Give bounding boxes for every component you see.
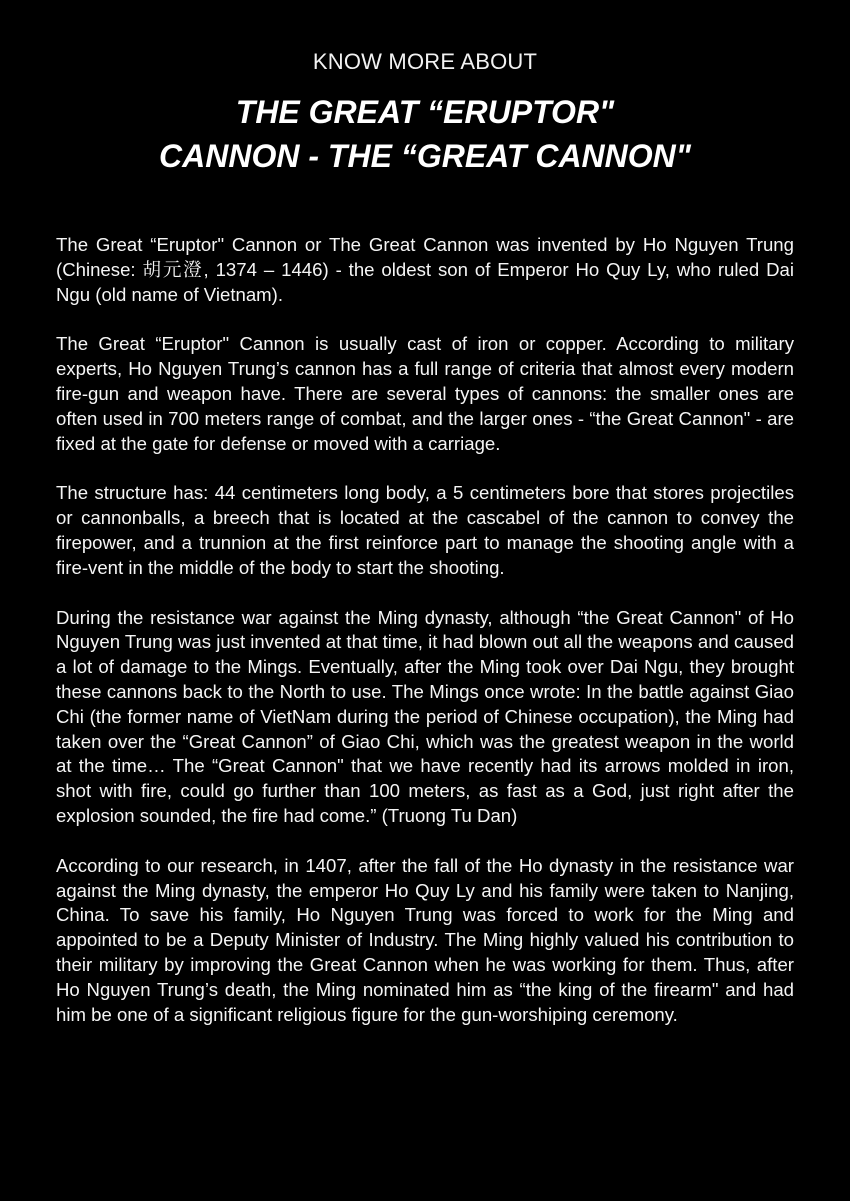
paragraph-intro: The Great “Eruptor" Cannon or The Great Cannon was invented by Ho Nguyen Trung (Chinese: 胡元澄, 1374 – 1446) - the oldest son of Emperor Ho Quy Ly, who ruled Dai Ngu (old name of Vietnam). (56, 234, 794, 305)
page-title (0, 90, 850, 178)
kicker-heading: KNOW MORE ABOUT (312, 49, 538, 74)
title-line-1: THE GREAT “ERUPTOR" (235, 94, 615, 130)
article-body (56, 233, 794, 1052)
paragraph-war: During the resistance war against the Ming dynasty, although “the Great Cannon" of Ho Nguyen Trung was just invented at that time, it had blown out all the weapons and caused a lot of damage to the Mings. Eventually, after the Ming took over Dai Ngu, they brought these cannons back to the North to use. The Mings once wrote: In the battle against Giao Chi (the former name of VietNam during the period of Chinese occupation), the Ming had taken over the “Great Cannon” of Giao Chi, which was the greatest weapon in the world at the time… The “Great Cannon" that we have recently had its arrows molded in iron, shot with fire, could go further than 100 meters, as fast as a God, just right after the explosion sounded, the fire had come.” (Truong Tu Dan) (56, 606, 795, 826)
paragraph-material: The Great “Eruptor" Cannon is usually cast of iron or copper. According to military experts, Ho Nguyen Trung’s cannon has a full range of criteria that almost every modern fire-gun and weapon have. There are several types of cannons: the smaller ones are often used in 700 meters range of combat, and the larger ones - “the Great Cannon" - are fixed at the gate for defense or moved with a carriage. (56, 333, 794, 454)
title-line-2: CANNON - THE “GREAT CANNON" (159, 138, 691, 174)
paragraph-research: According to our research, in 1407, after the fall of the Ho dynasty in the resistance war against the Ming dynasty, the emperor Ho Quy Ly and his family were taken to Nanjing, China. To save his family, Ho Nguyen Trung was forced to work for the Ming and appointed to be a Deputy Minister of Industry. The Ming highly valued his contribution to their military by improving the Great Cannon when he was working for them. Thus, after Ho Nguyen Trung’s death, the Ming nominated him as “the king of the firearm" and had him be one of a significant religious figure for the gun-worshiping ceremony. (56, 854, 794, 1025)
paragraph-structure: The structure has: 44 centimeters long body, a 5 centimeters bore that stores projectiles or cannonballs, a breech that is located at the cascabel of the cannon to convey the firepower, and a trunnion at the first reinforce part to manage the shooting angle with a fire-vent in the middle of the body to start the shooting. (56, 482, 794, 578)
